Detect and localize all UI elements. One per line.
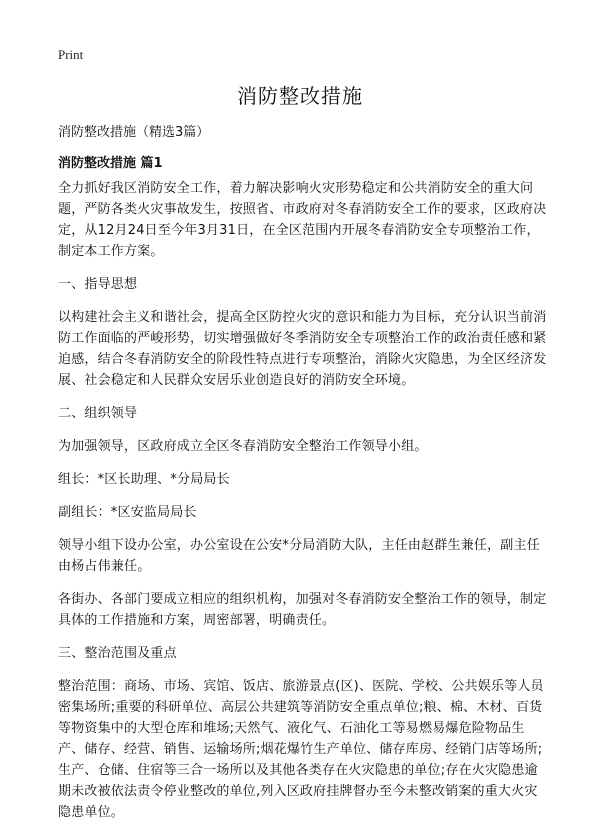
section-heading: 消防整改措施 篇1 bbox=[58, 156, 163, 171]
paragraph-departments: 各街办、各部门要成立相应的组织机构，加强对冬春消防安全整治工作的领导，制定具体的工作措施和方案，周密部署，明确责任。 bbox=[58, 592, 547, 628]
paragraph-scope: 整治范围：商场、市场、宾馆、饭店、旅游景点(区)、医院、学校、公共娱乐等人员密集场所;重要的科研单位、高层公共建筑等消防安全重点单位;粮、棉、木材、百货等物资集中的大型仓库和堆场;天然气、液化气、石油化工等易燃易爆危险物品生产、储存、经营、销售、运输场所;烟花爆竹生产单位、储存库房、经销门店等场所;生产、仓储、住宿等三合一场所以及其他各类存在火灾隐患的单位;存在火灾隐患逾期未改被依法责令停业整改的单位,列入区政府挂牌督办至今未整改销案的重大火灾隐患单位。 bbox=[58, 679, 544, 820]
paragraph-deputy-leader: 副组长：*区安监局局长 bbox=[58, 505, 197, 520]
document-body bbox=[58, 178, 550, 835]
paragraph-intro: 全力抓好我区消防安全工作，着力解决影响火灾形势稳定和公共消防安全的重大问题，严防各类火灾事故发生，按照省、市政府对冬春消防安全工作的要求，区政府决定，从12月24日至今年3月31日，在全区范围内开展冬春消防安全专项整治工作，制定本工作方案。 bbox=[58, 181, 547, 259]
document-title: 消防整改措施 bbox=[237, 84, 363, 108]
paragraph-guiding-ideology: 以构建社会主义和谐社会，提高全区防控火灾的意识和能力为目标，充分认识当前消防工作面临的严峻形势，切实增强做好冬季消防安全专项整治工作的政治责任感和紧迫感，结合冬春消防安全的阶段性特点进行专项整治，消除火灾隐患，为全区经济发展、社会稳定和人民群众安居乐业创造良好的消防安全环境。 bbox=[58, 310, 547, 388]
document-subtitle: 消防整改措施（精选3篇） bbox=[58, 125, 210, 140]
heading-guiding-ideology: 一、指导思想 bbox=[58, 277, 138, 292]
paragraph-office: 领导小组下设办公室，办公室设在公安*分局消防大队，主任由赵群生兼任，副主任由杨占伟兼任。 bbox=[58, 538, 540, 574]
print-link[interactable]: Print bbox=[58, 47, 84, 62]
paragraph-leading-group: 为加强领导，区政府成立全区冬春消防安全整治工作领导小组。 bbox=[58, 439, 428, 454]
heading-organization: 二、组织领导 bbox=[58, 406, 138, 421]
paragraph-group-leader: 组长：*区长助理、*分局局长 bbox=[58, 472, 230, 487]
heading-scope: 三、整治范围及重点 bbox=[58, 646, 177, 661]
